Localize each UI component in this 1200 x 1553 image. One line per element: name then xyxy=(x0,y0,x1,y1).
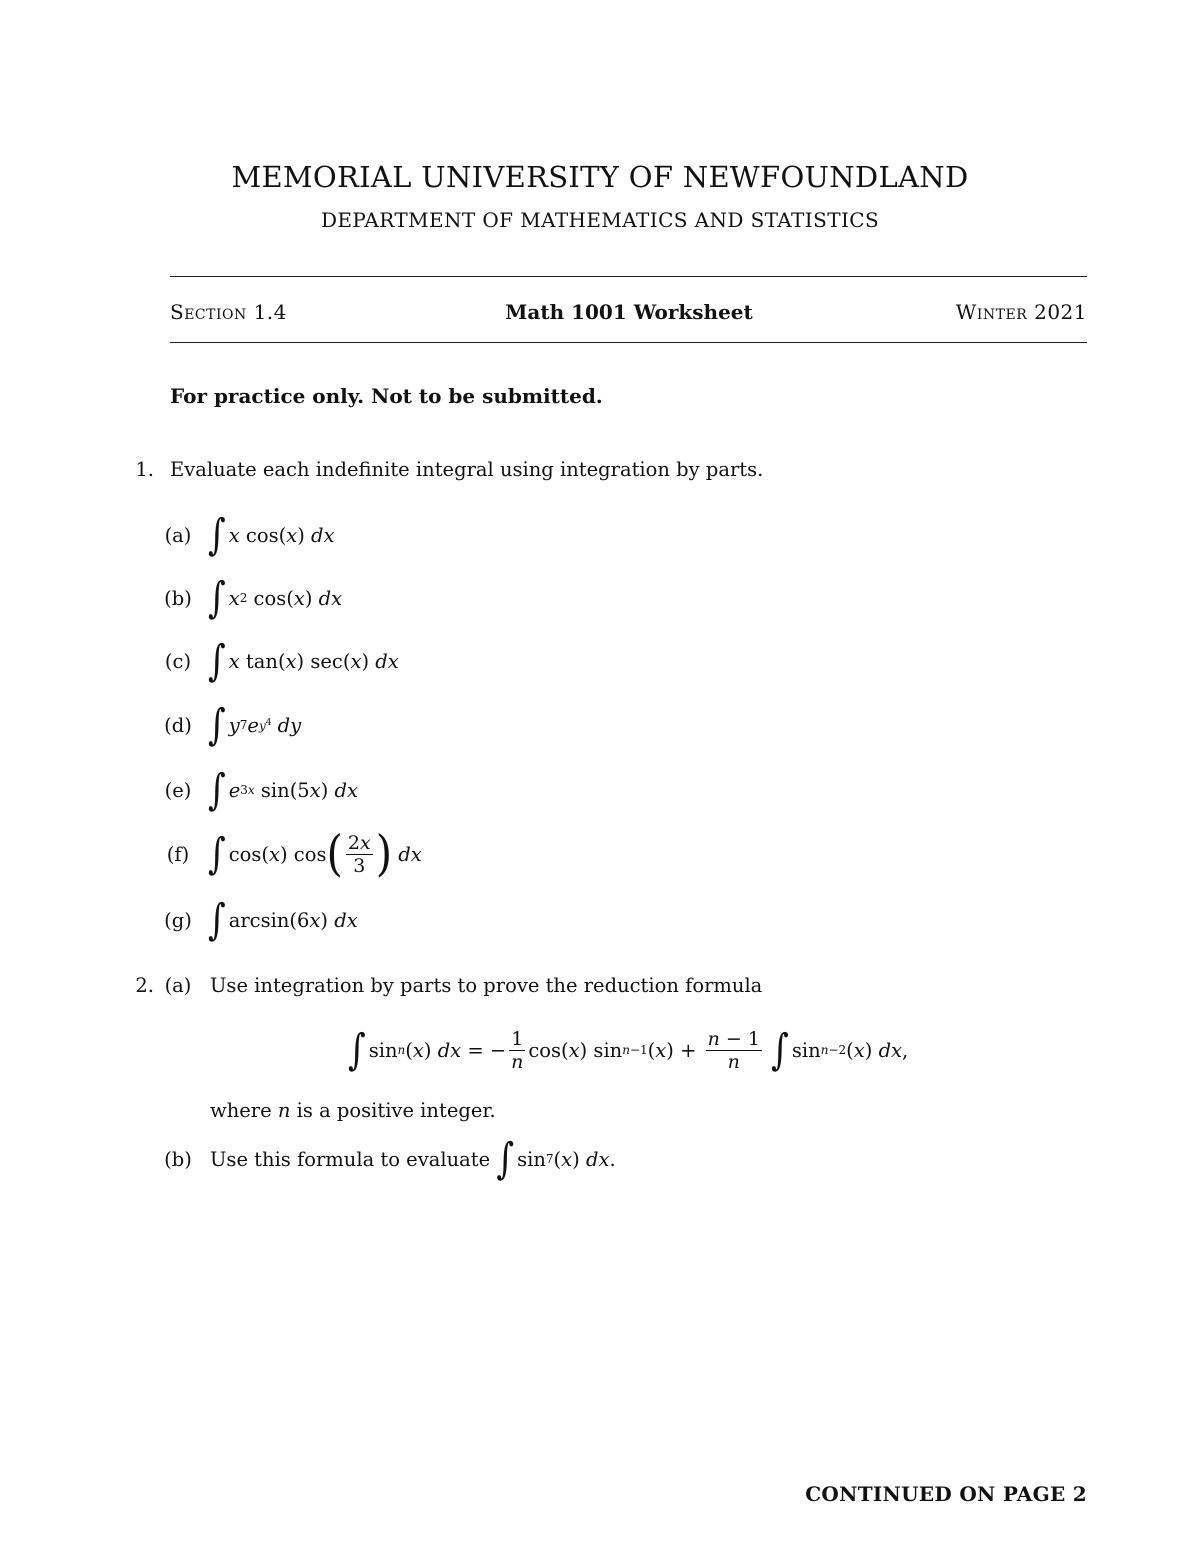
header-rule-top xyxy=(170,276,1087,277)
q1-part-a-label: (a) xyxy=(164,524,192,547)
q2-part-a-prompt: Use integration by parts to prove the reduction formula xyxy=(210,974,763,997)
q1-part-a-integral: ∫ x cos( x ) dx xyxy=(208,510,335,560)
term-label: Winter 2021 xyxy=(955,300,1087,324)
q2-where-text: where n is a positive integer. xyxy=(210,1099,496,1122)
q1-part-g-label: (g) xyxy=(164,909,192,932)
question-1-number: 1. xyxy=(135,458,154,481)
q1-part-d-integral: ∫ y 7 e $y^4$ dy xyxy=(208,700,302,750)
header-rule-bottom xyxy=(170,342,1087,343)
reduction-formula: ∫ sin n ( x ) dx = − $\frac{1}{n}$ cos( x ) sin n−1 ( x ) + $\frac{n - 1}{n}$ ∫ sin n−2 ( x ) dx , xyxy=(348,1025,909,1075)
q2-part-b-prompt: Use this formula to evaluate ∫ sin 7 ( x ) dx . xyxy=(210,1134,616,1184)
university-title: MEMORIAL UNIVERSITY OF NEWFOUNDLAND xyxy=(231,160,969,194)
worksheet-title: Math 1001 Worksheet xyxy=(505,300,753,324)
department-title: DEPARTMENT OF MATHEMATICS AND STATISTICS xyxy=(320,208,880,232)
q1-part-e-label: (e) xyxy=(164,779,192,802)
continued-footer: CONTINUED ON PAGE 2 xyxy=(805,1482,1087,1506)
question-2-number: 2. xyxy=(135,974,154,997)
q2-part-a-label: (a) xyxy=(164,974,192,997)
question-1-prompt: Evaluate each indefinite integral using integration by parts. xyxy=(170,458,764,481)
q1-part-c-label: (c) xyxy=(164,650,192,673)
q1-part-c-integral: ∫ x tan( x ) sec( x ) dx xyxy=(208,636,399,686)
q1-part-f-integral: ∫ cos( x ) cos ( $\frac{2x}{3}$ ) dx xyxy=(208,825,422,882)
q1-part-d-label: (d) xyxy=(164,714,192,737)
q1-part-e-integral: ∫ e 3x sin(5 x ) dx xyxy=(208,765,358,815)
section-label: Section 1.4 xyxy=(170,300,287,324)
practice-note: For practice only. Not to be submitted. xyxy=(170,384,603,408)
q1-part-b-integral: ∫ x 2 cos( x ) dx xyxy=(208,573,343,623)
q1-part-g-integral: ∫ arcsin(6 x ) dx xyxy=(208,895,358,945)
q1-part-b-label: (b) xyxy=(164,587,192,610)
q1-part-f-label: (f) xyxy=(166,843,190,866)
q2-part-b-label: (b) xyxy=(164,1148,192,1171)
